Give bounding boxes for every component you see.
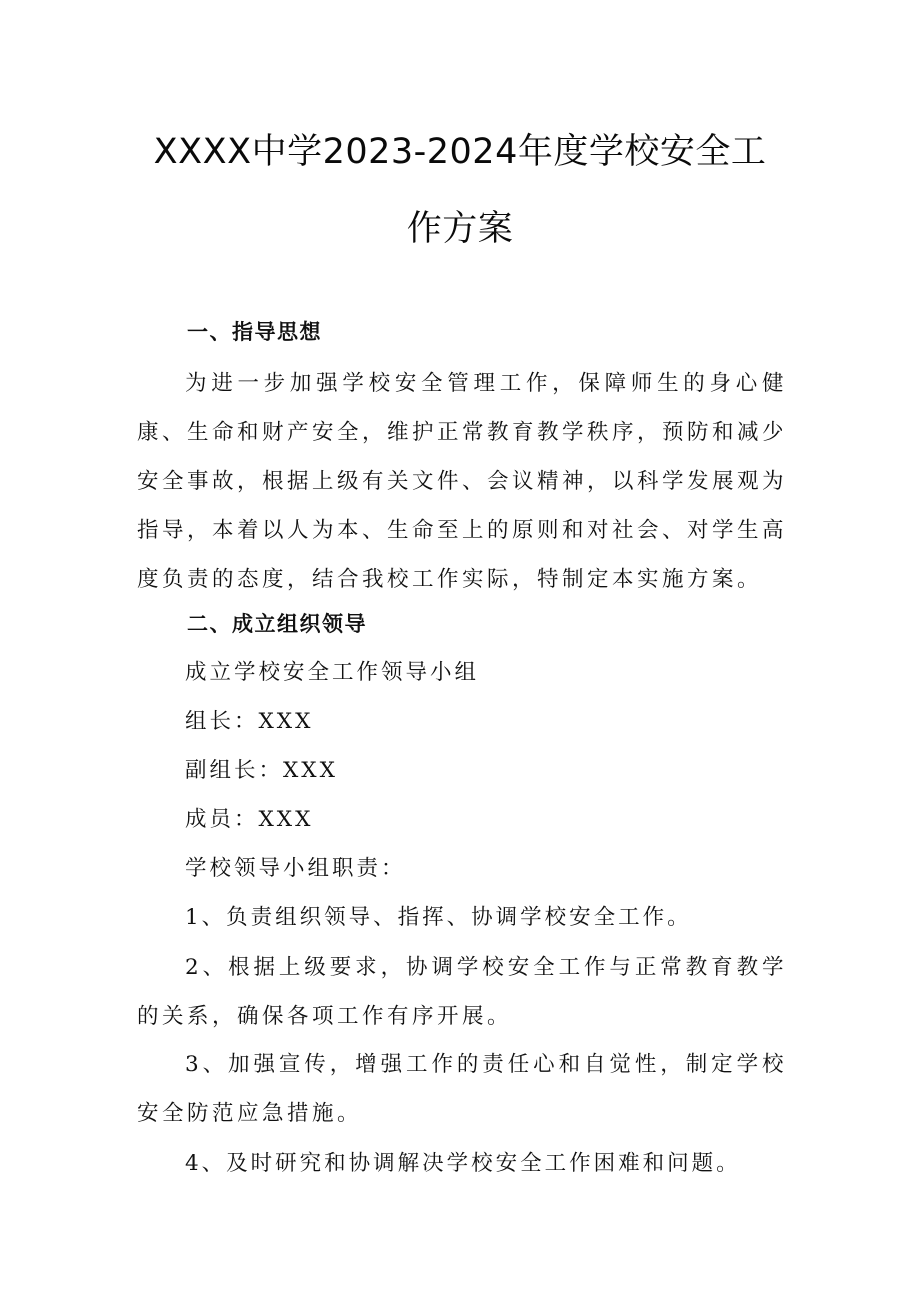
section-heading-organization: 二、成立组织领导 xyxy=(187,612,367,636)
section-heading-guiding-ideology: 一、指导思想 xyxy=(187,320,322,344)
members-line: 成员：XXX xyxy=(185,807,314,832)
duty-item-4: 4、及时研究和协调解决学校安全工作困难和问题。 xyxy=(185,1151,741,1176)
group-name-line: 成立学校安全工作领导小组 xyxy=(185,660,480,685)
leader-line: 组长：XXX xyxy=(185,709,314,734)
duty-item-2: 2、根据上级要求，协调学校安全工作与正常教育教学的关系，确保各项工作有序开展。 xyxy=(137,955,787,1029)
document-title-line-2: 作方案 xyxy=(406,209,514,249)
section-paragraph-guiding-ideology: 为进一步加强学校安全管理工作，保障师生的身心健康、生命和财产安全，维护正常教育教学秩序，预防和减少安全事故，根据上级有关文件、会议精神，以科学发展观为指导，本着以人为本、生命至上的原则和对社会、对学生高度负责的态度，结合我校工作实际，特制定本实施方案。 xyxy=(137,371,788,592)
duties-title-line: 学校领导小组职责： xyxy=(185,856,406,881)
document-title-line-1: XXXX中学2023-2024年度学校安全工 xyxy=(153,132,767,172)
deputy-leader-line: 副组长：XXX xyxy=(185,758,338,783)
duty-item-3: 3、加强宣传，增强工作的责任心和自觉性，制定学校安全防范应急措施。 xyxy=(137,1052,787,1126)
duty-item-1: 1、负责组织领导、指挥、协调学校安全工作。 xyxy=(185,905,692,930)
